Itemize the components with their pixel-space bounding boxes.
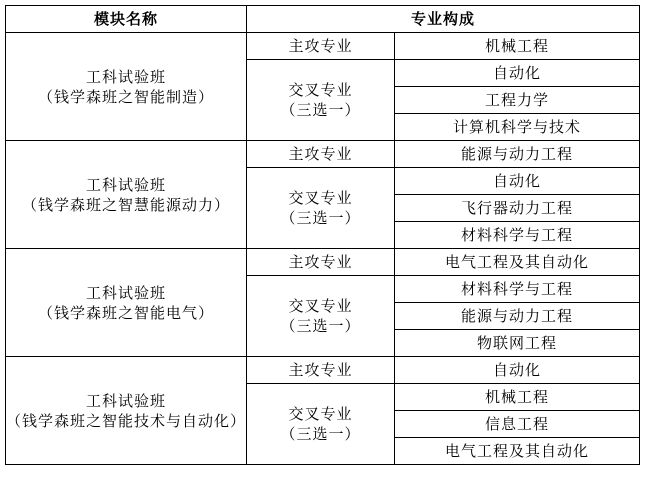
module-name-cell [6,141,247,249]
cross-major: 能源与动力工程 [395,303,640,330]
module-name-cell [6,357,247,465]
cross-major-label [247,384,395,465]
module-name-cell [6,249,247,357]
cross-major: 信息工程 [395,411,640,438]
main-major: 机械工程 [395,33,640,60]
module-name-subtitle: （钱学森班之智能电气） [37,303,214,322]
cross-major: 工程力学 [395,87,640,114]
cross-major: 自动化 [395,168,640,195]
module-name-line: 工科试验班 [85,67,166,86]
cross-major: 自动化 [395,60,640,87]
cross-major-label-line: 交叉专业 [288,405,353,423]
cross-major-label-line: 交叉专业 [288,189,353,207]
table-row [6,33,640,60]
major-composition-header: 专业构成 [247,6,640,33]
main-major-label: 主攻专业 [247,249,395,276]
module-name-line: 工科试验班 [85,391,166,410]
module-name-cell [6,33,247,141]
module-name-line: 工科试验班 [85,175,166,194]
cross-major: 电气工程及其自动化 [395,438,640,465]
cross-major: 飞行器动力工程 [395,195,640,222]
cross-major: 材料科学与工程 [395,276,640,303]
module-name-subtitle: （钱学森班之智能技术与自动化） [6,411,247,430]
main-major: 电气工程及其自动化 [395,249,640,276]
table-row [6,141,640,168]
cross-major: 物联网工程 [395,330,640,357]
major-composition-table [5,5,640,465]
main-major-label: 主攻专业 [247,33,395,60]
cross-major-label [247,168,395,249]
cross-major-label-line: 交叉专业 [288,81,353,99]
table-row [6,249,640,276]
main-major-label: 主攻专业 [247,357,395,384]
cross-major-label-note: （三选一） [280,209,361,227]
module-name-subtitle: （钱学森班之智能制造） [37,87,214,106]
cross-major: 材料科学与工程 [395,222,640,249]
cross-major: 机械工程 [395,384,640,411]
main-major: 能源与动力工程 [395,141,640,168]
main-major-label: 主攻专业 [247,141,395,168]
table-header-row [6,6,640,33]
cross-major-label [247,60,395,141]
module-name-line: 工科试验班 [85,283,166,302]
table-row [6,357,640,384]
main-major: 自动化 [395,357,640,384]
cross-major-label-note: （三选一） [280,101,361,119]
cross-major-label-note: （三选一） [280,317,361,335]
module-name-subtitle: （钱学森班之智慧能源动力） [21,195,230,214]
cross-major-label-line: 交叉专业 [288,297,353,315]
cross-major-label [247,276,395,357]
cross-major: 计算机科学与技术 [395,114,640,141]
module-name-header: 模块名称 [6,6,247,33]
cross-major-label-note: （三选一） [280,425,361,443]
